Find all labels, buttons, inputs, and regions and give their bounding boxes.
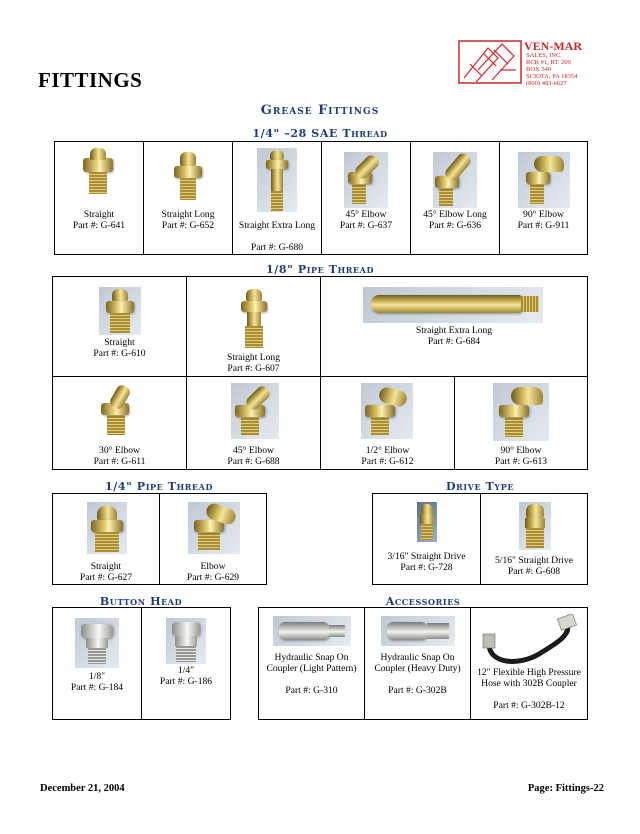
product-name: Straight Long <box>226 352 281 363</box>
logo-line: BOX 540 <box>526 66 552 73</box>
part-number: Part #: G-911 <box>517 220 570 231</box>
product-cell <box>455 377 587 469</box>
button-head-heading: Button Head <box>99 595 183 608</box>
product-name: Hydraulic Snap On Coupler (Light Pattern) <box>266 652 357 674</box>
part-number: Part #: G-684 <box>427 336 481 347</box>
eighth-pipe-thread-table <box>52 276 588 470</box>
button-head-table <box>52 607 231 720</box>
product-cell <box>53 494 160 584</box>
part-number: Part #: G-186 <box>159 676 213 687</box>
part-number: Part #: G-302B <box>388 685 447 696</box>
drive-type-heading: Drive Type <box>445 480 515 493</box>
part-number: Part #: G-680 <box>250 242 304 253</box>
part-number: Part #: G-612 <box>361 456 414 467</box>
product-cell <box>471 608 587 719</box>
product-cell <box>55 142 144 254</box>
part-number: Part #: G-627 <box>79 572 133 583</box>
company-logo <box>458 40 608 88</box>
drive-type-table <box>372 493 588 585</box>
product-name: 1/2° Elbow <box>365 445 410 456</box>
sae-thread-heading: 1/4" –28 SAE Thread <box>252 127 388 140</box>
venmar-logo-icon <box>458 40 522 84</box>
product-name: 90° Elbow <box>500 445 542 456</box>
product-name: 12" Flexible High Pressure Hose with 302B Coupler <box>477 667 581 689</box>
grease-fittings-heading: Grease Fittings <box>260 103 380 118</box>
product-cell <box>321 377 455 469</box>
product-cell <box>142 608 230 719</box>
part-number: Part #: G-611 <box>93 456 146 467</box>
part-number: Part #: G-607 <box>227 363 280 374</box>
part-number: Part #: G-629 <box>186 572 240 583</box>
part-number: Part #: G-637 <box>339 220 393 231</box>
product-cell <box>160 494 266 584</box>
product-cell <box>373 494 481 584</box>
product-name: 45° Elbow <box>345 209 387 220</box>
product-name: 30° Elbow <box>99 445 140 456</box>
product-cell <box>321 277 587 376</box>
quarter-pipe-thread-table <box>52 493 267 585</box>
part-number: Part #: G-608 <box>507 566 561 577</box>
product-cell <box>500 142 587 254</box>
product-name: Straight Extra Long <box>238 220 316 231</box>
part-number: Part #: G-613 <box>494 456 548 467</box>
sae-thread-table <box>54 141 588 255</box>
part-number: Part #: G-310 <box>285 685 338 696</box>
product-cell <box>233 142 322 254</box>
quarter-pipe-thread-heading: 1/4" Pipe Thread <box>104 480 214 493</box>
product-name: Hydraulic Snap On Coupler (Heavy Duty) <box>374 652 461 674</box>
product-name: 1/4" <box>177 665 195 676</box>
product-cell <box>411 142 500 254</box>
logo-line: RCR #1, RT. 209 <box>526 59 571 66</box>
product-cell <box>365 608 471 719</box>
product-cell <box>187 277 321 376</box>
logo-line: SALES, INC. <box>526 52 562 59</box>
product-name: Elbow <box>200 561 226 572</box>
part-number: Part #: G-184 <box>70 682 124 693</box>
part-number: Part #: G-610 <box>93 348 146 359</box>
page-title: FITTINGS <box>38 68 143 92</box>
product-cell <box>322 142 411 254</box>
part-number: Part #: G-636 <box>428 220 482 231</box>
product-cell <box>259 608 365 719</box>
part-number: Part #: G-652 <box>161 220 215 231</box>
accessories-heading: Accessories <box>385 595 461 608</box>
product-name: 1/8" <box>88 671 106 682</box>
product-name: Straight <box>83 209 115 220</box>
product-cell <box>187 377 321 469</box>
product-name: 5/16" Straight Drive <box>495 555 573 566</box>
product-name: 3/16" Straight Drive <box>387 551 466 562</box>
part-number: Part #: G-302B-12 <box>493 700 565 711</box>
logo-company-name: VEN-MAR <box>524 39 582 53</box>
part-number: Part #: G-641 <box>72 220 126 231</box>
footer-date: December 21, 2004 <box>40 783 125 794</box>
logo-address <box>526 52 577 87</box>
product-cell <box>144 142 233 254</box>
accessories-table <box>258 607 588 720</box>
product-name: Straight Long <box>161 209 215 220</box>
product-cell <box>53 608 142 719</box>
part-number: Part #: G-728 <box>400 562 453 573</box>
product-name: Straight <box>104 337 135 348</box>
part-number: Part #: G-688 <box>227 456 280 467</box>
product-name: 45° Elbow <box>233 445 274 456</box>
product-name: Straight Extra Long <box>415 325 493 336</box>
hose-icon <box>479 614 579 670</box>
footer-page-number: Page: Fittings-22 <box>527 783 604 794</box>
product-name: 45° Elbow Long <box>423 209 487 220</box>
product-cell <box>481 494 587 584</box>
eighth-pipe-thread-heading: 1/8" Pipe Thread <box>265 263 375 276</box>
product-name: Straight <box>90 561 122 572</box>
logo-line: SCIOTA, PA 18354 <box>526 73 578 80</box>
product-name: 90° Elbow <box>523 209 564 220</box>
product-cell <box>53 277 187 376</box>
logo-line: (800) 483-6627 <box>526 80 567 87</box>
product-cell <box>53 377 187 469</box>
